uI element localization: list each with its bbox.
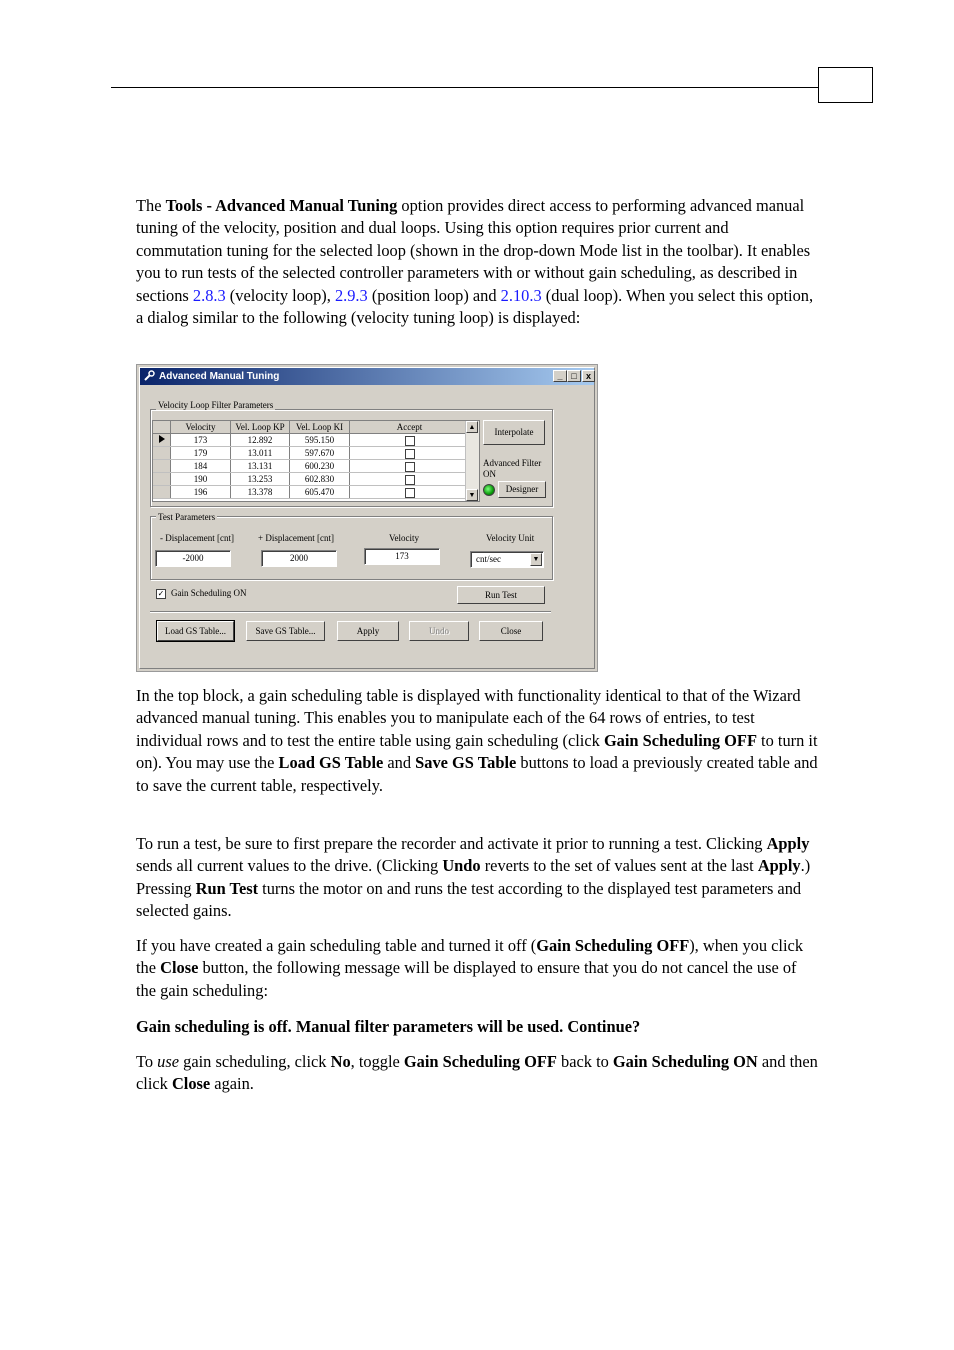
cell-velocity[interactable]: 173 [171, 434, 231, 447]
dialog-separator [150, 611, 551, 613]
gain-scheduling-checkbox[interactable]: ✓ [157, 589, 165, 598]
designer-button[interactable]: Designer [498, 481, 546, 498]
run-test-paragraph: To run a test, be sure to first prepare the recorder and activate it prior to running a test. Clicking Apply sends all current values to the drive. (Clicking Undo reverts to the set of values sent at the last Apply.) Pressing Run Test turns the motor on and runs the test according to the displayed test parameters and selected gains. [136, 834, 811, 921]
column-velocity[interactable]: Velocity [171, 421, 231, 434]
accept-checkbox[interactable] [405, 475, 415, 485]
velocity-label: Velocity [389, 533, 419, 543]
maximize-button[interactable]: □ [567, 370, 581, 382]
close-x-button[interactable]: x [582, 370, 595, 382]
velocity-unit-select[interactable] [470, 551, 544, 568]
dialog-title: Advanced Manual Tuning [159, 371, 280, 382]
neg-displacement-input[interactable]: -2000 [155, 550, 231, 567]
table-scrollbar[interactable] [465, 421, 479, 501]
cell-accept[interactable] [350, 460, 470, 473]
cell-kp[interactable]: 13.378 [231, 486, 290, 499]
dialog-titlebar[interactable] [140, 368, 594, 385]
row-header-corner [153, 421, 171, 434]
test-group-label: Test Parameters [158, 512, 216, 522]
accept-checkbox[interactable] [405, 449, 415, 459]
velocity-input[interactable]: 173 [364, 548, 440, 565]
link-section-2-10-3[interactable]: 2.10.3 [500, 285, 542, 305]
run-test-button[interactable]: Run Test [457, 586, 545, 604]
row-selector[interactable] [153, 473, 171, 486]
apply-button[interactable]: Apply [337, 621, 399, 641]
row-selector[interactable] [153, 460, 171, 473]
scroll-down-icon[interactable]: ▼ [466, 489, 478, 501]
accept-checkbox[interactable] [405, 436, 415, 446]
advanced-filter-label: Advanced Filter [483, 458, 542, 468]
undo-button[interactable]: Undo [409, 621, 469, 641]
load-gs-table-button[interactable]: Load GS Table... [157, 621, 234, 641]
interpolate-button[interactable]: Interpolate [483, 420, 545, 445]
table-row[interactable] [153, 486, 470, 499]
accept-checkbox[interactable] [405, 488, 415, 498]
chevron-down-icon[interactable]: ▼ [530, 553, 542, 566]
column-ki[interactable]: Vel. Loop KI [290, 421, 350, 434]
minimize-button[interactable]: _ [553, 370, 567, 382]
table-row[interactable] [153, 473, 470, 486]
advanced-filter-state: ON [483, 469, 496, 479]
velocity-unit-label: Velocity Unit [486, 533, 535, 543]
cell-accept[interactable] [350, 434, 470, 447]
table-row[interactable] [153, 434, 470, 447]
wrench-icon [143, 370, 155, 382]
close-button[interactable]: Close [479, 621, 543, 641]
table-row[interactable] [153, 447, 470, 460]
test-params-group [150, 516, 553, 580]
velocity-unit-value: cnt/sec [476, 554, 501, 564]
cell-accept[interactable] [350, 473, 470, 486]
cell-kp[interactable]: 13.011 [231, 447, 290, 460]
cell-accept[interactable] [350, 486, 470, 499]
cell-ki[interactable]: 605.470 [290, 486, 350, 499]
neg-displacement-label: - Displacement [cnt] [160, 533, 234, 543]
gain-schedule-table[interactable] [152, 420, 480, 502]
cell-kp[interactable]: 13.253 [231, 473, 290, 486]
cell-kp[interactable]: 13.131 [231, 460, 290, 473]
table-header-row [153, 421, 470, 434]
cell-velocity[interactable]: 196 [171, 486, 231, 499]
pos-displacement-input[interactable]: 2000 [261, 550, 337, 567]
row-selector[interactable] [153, 447, 171, 460]
cell-ki[interactable]: 602.830 [290, 473, 350, 486]
gain-scheduling-label: Gain Scheduling ON [171, 588, 247, 598]
accept-checkbox[interactable] [405, 462, 415, 472]
link-section-2-9-3[interactable]: 2.9.3 [334, 285, 368, 305]
cell-velocity[interactable]: 190 [171, 473, 231, 486]
cell-velocity[interactable]: 184 [171, 460, 231, 473]
table-row[interactable] [153, 460, 470, 473]
column-accept[interactable]: Accept [350, 421, 470, 434]
cell-ki[interactable]: 600.230 [290, 460, 350, 473]
row-selector[interactable] [153, 434, 171, 447]
save-gs-table-button[interactable]: Save GS Table... [246, 621, 325, 641]
pos-displacement-label: + Displacement [cnt] [258, 533, 335, 543]
instructions-paragraph: To use gain scheduling, click No, toggle Gain Scheduling OFF back to Gain Scheduling ON and then click Close again. [136, 1052, 818, 1094]
table-description-paragraph: In the top block, a gain scheduling table is displayed with functionality identical to that of the Wizard advanced manual tuning. This enables you to manipulate each of the 64 rows of entries, to test individual rows and to test the entire table using gain scheduling (click Gain Scheduling OFF to turn it on). You may use the Load GS Table and Save GS Table buttons to load a previously created table and to save the current table, respectively. [136, 686, 818, 795]
scroll-up-icon[interactable]: ▲ [466, 421, 478, 433]
header-rule [111, 87, 818, 88]
cell-accept[interactable] [350, 447, 470, 460]
filter-group-label: Velocity Loop Filter Parameters [158, 400, 274, 410]
cell-velocity[interactable]: 179 [171, 447, 231, 460]
cell-kp[interactable]: 12.892 [231, 434, 290, 447]
close-warning-paragraph: If you have created a gain scheduling table and turned it off (Gain Scheduling OFF), when you click the Close button, the following message will be displayed to ensure that you do not cancel the use of the gain scheduling: [136, 936, 804, 1000]
warning-message: Gain scheduling is off. Manual filter parameters will be used. Continue? [136, 1017, 641, 1036]
column-kp[interactable]: Vel. Loop KP [231, 421, 290, 434]
row-selector[interactable] [153, 486, 171, 499]
cell-ki[interactable]: 597.670 [290, 447, 350, 460]
intro-paragraph: The Tools - Advanced Manual Tuning option provides direct access to performing advanced manual tuning of the velocity, position and dual loops. Using this option requires prior current and commutation tuning for the selected loop (shown in the drop-down Mode list in the toolbar). It enables you to run tests of the selected controller parameters with or without gain scheduling, as described in sections 2.8.3 (velocity loop), 2.9.3 (position loop) and 2.10.3 (dual loop). When you select this option, a dialog similar to the following (velocity tuning loop) is displayed: [136, 196, 814, 328]
cell-ki[interactable]: 595.150 [290, 434, 350, 447]
link-section-2-8-3[interactable]: 2.8.3 [192, 285, 226, 305]
filter-status-led-icon [483, 484, 495, 496]
row-pointer-icon [158, 435, 166, 443]
page-number-box [818, 67, 873, 103]
